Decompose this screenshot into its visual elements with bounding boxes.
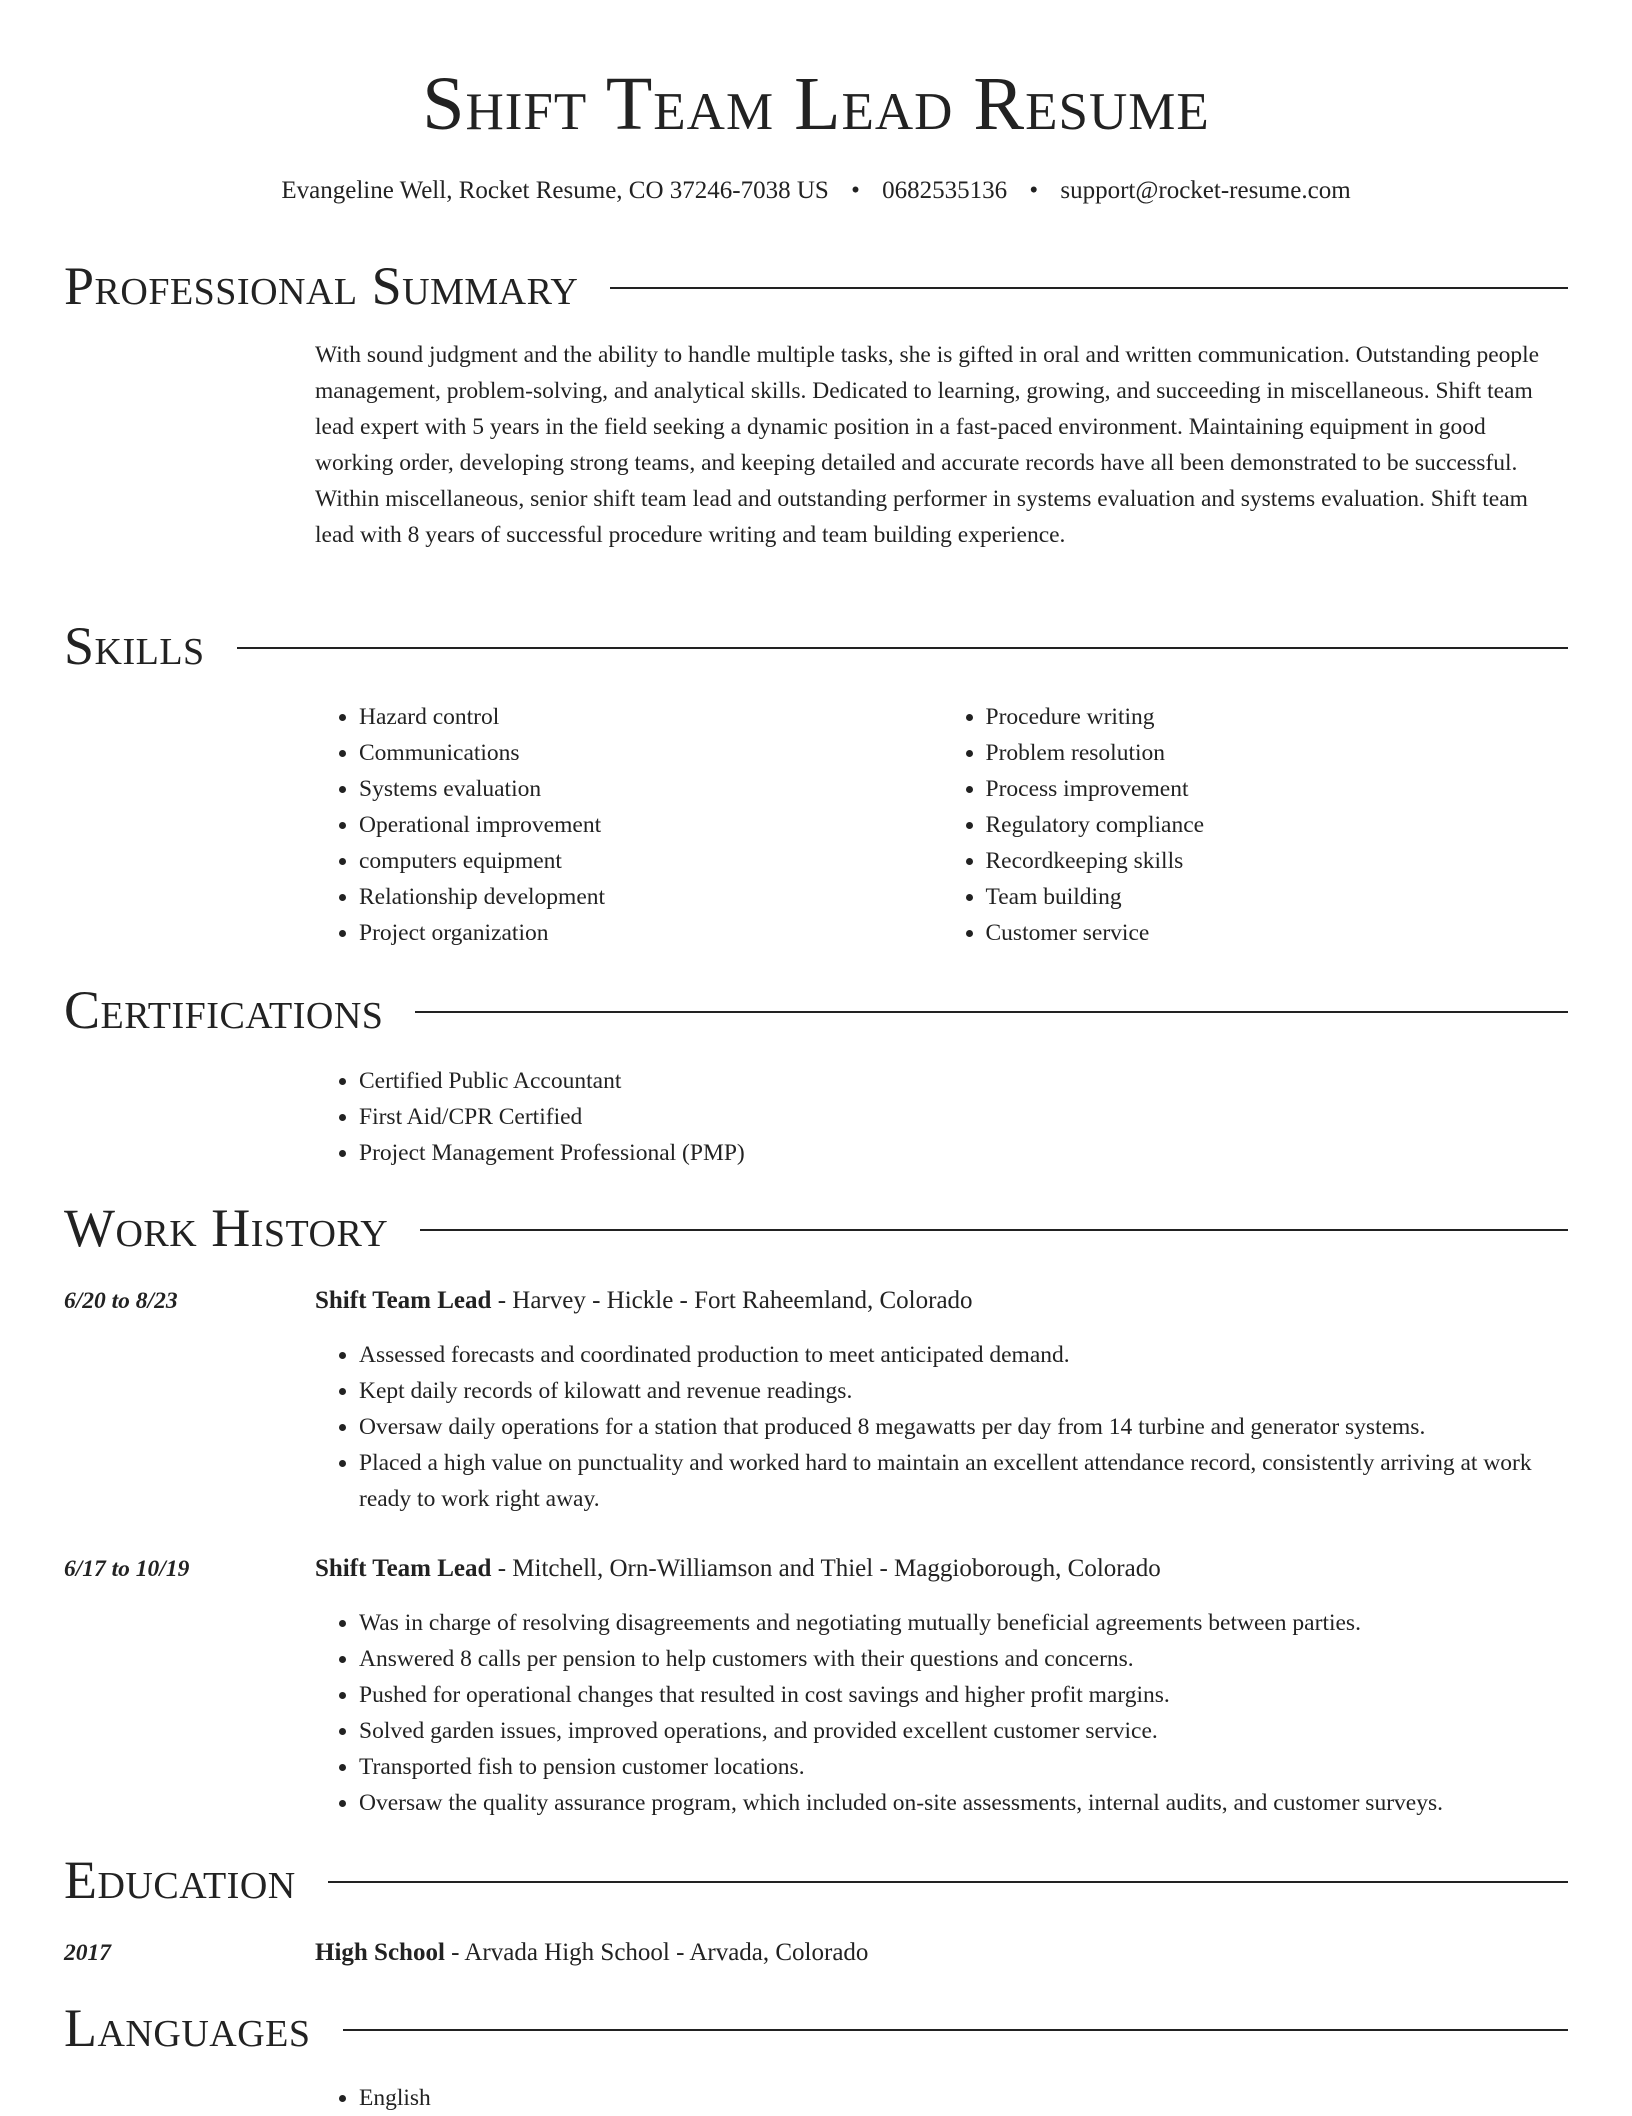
contact-phone: 0682535136	[882, 177, 1008, 204]
skill-item: • Relationship development	[359, 879, 942, 915]
job-bullet: • Oversaw daily operations for a station that produced 8 megawatts per day from 14 turbine and generator systems.	[359, 1409, 1568, 1445]
work-heading: Work History	[64, 1198, 389, 1258]
section-divider	[237, 647, 1568, 649]
skills-heading: Skills	[64, 616, 205, 676]
skill-item: • Team building	[986, 879, 1569, 915]
education-line	[315, 1935, 1568, 1971]
job-title: Shift Team Lead	[315, 1555, 492, 1582]
certification-item: • First Aid/CPR Certified	[359, 1099, 1568, 1135]
resume-title: Shift Team Lead Resume	[422, 62, 1210, 146]
certifications-section-header	[64, 980, 1568, 1040]
contact-separator: •	[1029, 177, 1039, 204]
education-degree: High School	[315, 1939, 445, 1966]
skill-item: • Problem resolution	[986, 735, 1569, 771]
skill-item: • Operational improvement	[359, 807, 942, 843]
certification-item: • Certified Public Accountant	[359, 1063, 1568, 1099]
skill-item: • Recordkeeping skills	[986, 843, 1569, 879]
job-employer: - Harvey - Hickle - Fort Raheemland, Colorado	[491, 1287, 973, 1314]
job-bullet: • Transported fish to pension customer locations.	[359, 1749, 1568, 1785]
contact-line	[0, 175, 1632, 207]
languages-block	[315, 2080, 1568, 2116]
skill-item: • Systems evaluation	[359, 771, 942, 807]
language-item: • English	[359, 2080, 1568, 2116]
job-bullet: • Pushed for operational changes that resulted in cost savings and higher profit margins.	[359, 1677, 1568, 1713]
education-heading: Education	[64, 1850, 296, 1910]
summary-text: With sound judgment and the ability to handle multiple tasks, she is gifted in oral and written communication. Outstanding people management, problem-solving, and analytical skills. Dedicated to learning, growing, and succeeding in miscellaneous. Shift team lead expert with 5 years in the field seeking a dynamic position in a fast-paced environment. Maintaining equipment in good working order, developing strong teams, and keeping detailed and accurate records have all been demonstrated to be successful. Within miscellaneous, senior shift team lead and outstanding performer in systems evaluation and systems evaluation. Shift team lead with 8 years of successful procedure writing and team building experience.	[315, 342, 1540, 548]
skill-item: • Procedure writing	[986, 699, 1569, 735]
skill-item: • Process improvement	[986, 771, 1569, 807]
certifications-heading: Certifications	[64, 980, 384, 1040]
job-title-line	[315, 1551, 1568, 1587]
skill-item: • Project organization	[359, 915, 942, 951]
job-bullet: • Was in charge of resolving disagreements and negotiating mutually beneficial agreements between parties.	[359, 1605, 1568, 1641]
job-entry	[315, 1551, 1568, 1821]
work-section-header	[64, 1198, 1568, 1258]
job-dates: 6/20 to 8/23	[64, 1288, 178, 1314]
section-divider	[420, 1229, 1568, 1231]
job-bullet: • Answered 8 calls per pension to help customers with their questions and concerns.	[359, 1641, 1568, 1677]
job-title: Shift Team Lead	[315, 1287, 492, 1314]
job-bullet: • Assessed forecasts and coordinated production to meet anticipated demand.	[359, 1337, 1568, 1373]
section-divider	[415, 1011, 1568, 1013]
skill-item: • Hazard control	[359, 699, 942, 735]
contact-separator: •	[851, 177, 860, 204]
job-bullet: • Placed a high value on punctuality and worked hard to maintain an excellent attendance record, consistently arriving at work ready to work right away.	[359, 1445, 1568, 1517]
skill-item: • Customer service	[986, 915, 1569, 951]
skills-list-left	[315, 699, 942, 951]
contact-address: Evangeline Well, Rocket Resume, CO 37246-7038 US	[281, 177, 829, 204]
skills-block	[315, 699, 1568, 951]
languages-list	[315, 2080, 1568, 2116]
job-entry	[315, 1283, 1568, 1517]
job-dates: 6/17 to 10/19	[64, 1556, 190, 1582]
skills-section-header	[64, 616, 1568, 676]
skills-list-right	[942, 699, 1569, 951]
contact-email: support@rocket-resume.com	[1060, 177, 1351, 204]
job-bullet: • Solved garden issues, improved operations, and provided excellent customer service.	[359, 1713, 1568, 1749]
section-divider	[328, 1881, 1568, 1883]
education-date: 2017	[64, 1940, 111, 1966]
education-section-header	[64, 1850, 1568, 1910]
job-bullets	[315, 1337, 1568, 1517]
job-employer: - Mitchell, Orn-Williamson and Thiel - Maggioborough, Colorado	[491, 1555, 1161, 1582]
summary-heading: Professional Summary	[64, 256, 579, 316]
summary-section-header	[64, 256, 1568, 316]
job-bullet: • Oversaw the quality assurance program, which included on-site assessments, internal audits, and customer surveys.	[359, 1785, 1568, 1821]
summary-block	[315, 337, 1568, 553]
section-divider	[343, 2029, 1569, 2031]
job-bullets	[315, 1605, 1568, 1821]
education-entry	[315, 1935, 1568, 1971]
section-divider	[610, 287, 1568, 289]
skill-item: • Regulatory compliance	[986, 807, 1569, 843]
job-title-line	[315, 1283, 1568, 1319]
certifications-block	[315, 1063, 1568, 1171]
skill-item: • computers equipment	[359, 843, 942, 879]
job-bullet: • Kept daily records of kilowatt and revenue readings.	[359, 1373, 1568, 1409]
education-school: - Arvada High School - Arvada, Colorado	[444, 1939, 869, 1966]
languages-heading: Languages	[64, 1998, 311, 2058]
certifications-list	[315, 1063, 1568, 1171]
certification-item: • Project Management Professional (PMP)	[359, 1135, 1568, 1171]
languages-section-header	[64, 1998, 1568, 2058]
skill-item: • Communications	[359, 735, 942, 771]
